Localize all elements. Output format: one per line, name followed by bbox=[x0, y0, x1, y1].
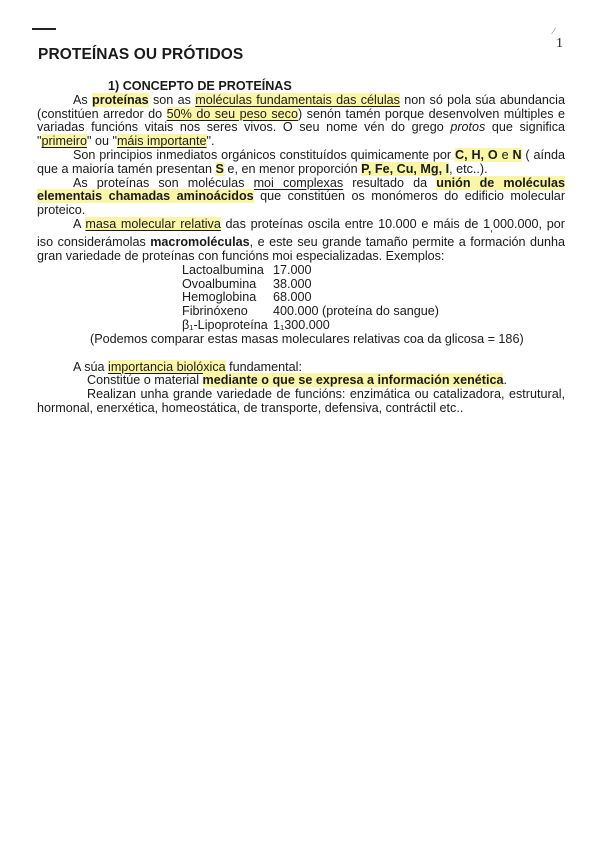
table-row: Fibrinóxeno 400.000 (proteína do sangue) bbox=[182, 304, 439, 319]
page-title: PROTEÍNAS OU PRÓTIDOS bbox=[38, 46, 244, 63]
pen-mark bbox=[32, 28, 56, 30]
paragraph-mass: A masa molecular relativa das proteínas oscila entre 10.000 e máis de $1_,000.000$, por iso considerámolas macromoléculas, e este seu grande tamaño permite a formación dunha gran variedade de proteínas con funcións moi especializadas. Exemplos: bbox=[37, 216, 565, 264]
document-body bbox=[37, 80, 565, 416]
spacer bbox=[37, 347, 565, 361]
comparison-note: (Podemos comparar estas masas moleculares relativas coa da glicosa = 186) bbox=[90, 331, 524, 346]
paragraph-structure: As proteínas son moléculas moi complexas resultado da unión de moléculas elementais chamadas aminoácidos que constitúen os monómeros do edificio molecular proteico. bbox=[37, 175, 566, 218]
paragraph-importance: A súa importancia biolóxica fundamental: bbox=[73, 359, 302, 374]
table-row: Hemoglobina 68.000 bbox=[182, 290, 312, 305]
table-row: β₁-Lipoproteína 1₁300.000 bbox=[182, 318, 330, 333]
table-row: Ovoalbumina 38.000 bbox=[182, 276, 312, 291]
paragraph-definition: As proteínas son as moléculas fundamentais das células non só pola súa abundancia (constitúen arredor do 50% do seu peso seco) senón tamén porque desenvolven múltiples e variadas funcións vitais nos seres vivos. O seu nome vén do grego protos que significa "primeiro" ou "máis importante". bbox=[37, 92, 565, 149]
corner-mark: ⁄ bbox=[553, 26, 555, 36]
paragraph-functions: Realizan unha grande variedade de funcións: enzimática ou catalizadora, estrutural, hormonal, enerxética, homeostática, de transporte, defensiva, contráctil etc.. bbox=[37, 387, 565, 416]
page-number: 1 bbox=[556, 36, 563, 51]
paragraph-genetic: Constitúe o material mediante o que se expresa a información xenética. bbox=[87, 373, 507, 388]
section-heading: 1) CONCEPTO DE PROTEÍNAS bbox=[108, 79, 292, 93]
table-row: Lactoalbumina 17.000 bbox=[182, 262, 312, 277]
paragraph-composition: Son principios inmediatos orgánicos constituídos quimicamente por C, H, O e N ( aínda que a maioría tamén presentan S e, en menor proporción P, Fe, Cu, Mg, I, etc..). bbox=[37, 147, 565, 176]
examples-table bbox=[182, 264, 565, 333]
